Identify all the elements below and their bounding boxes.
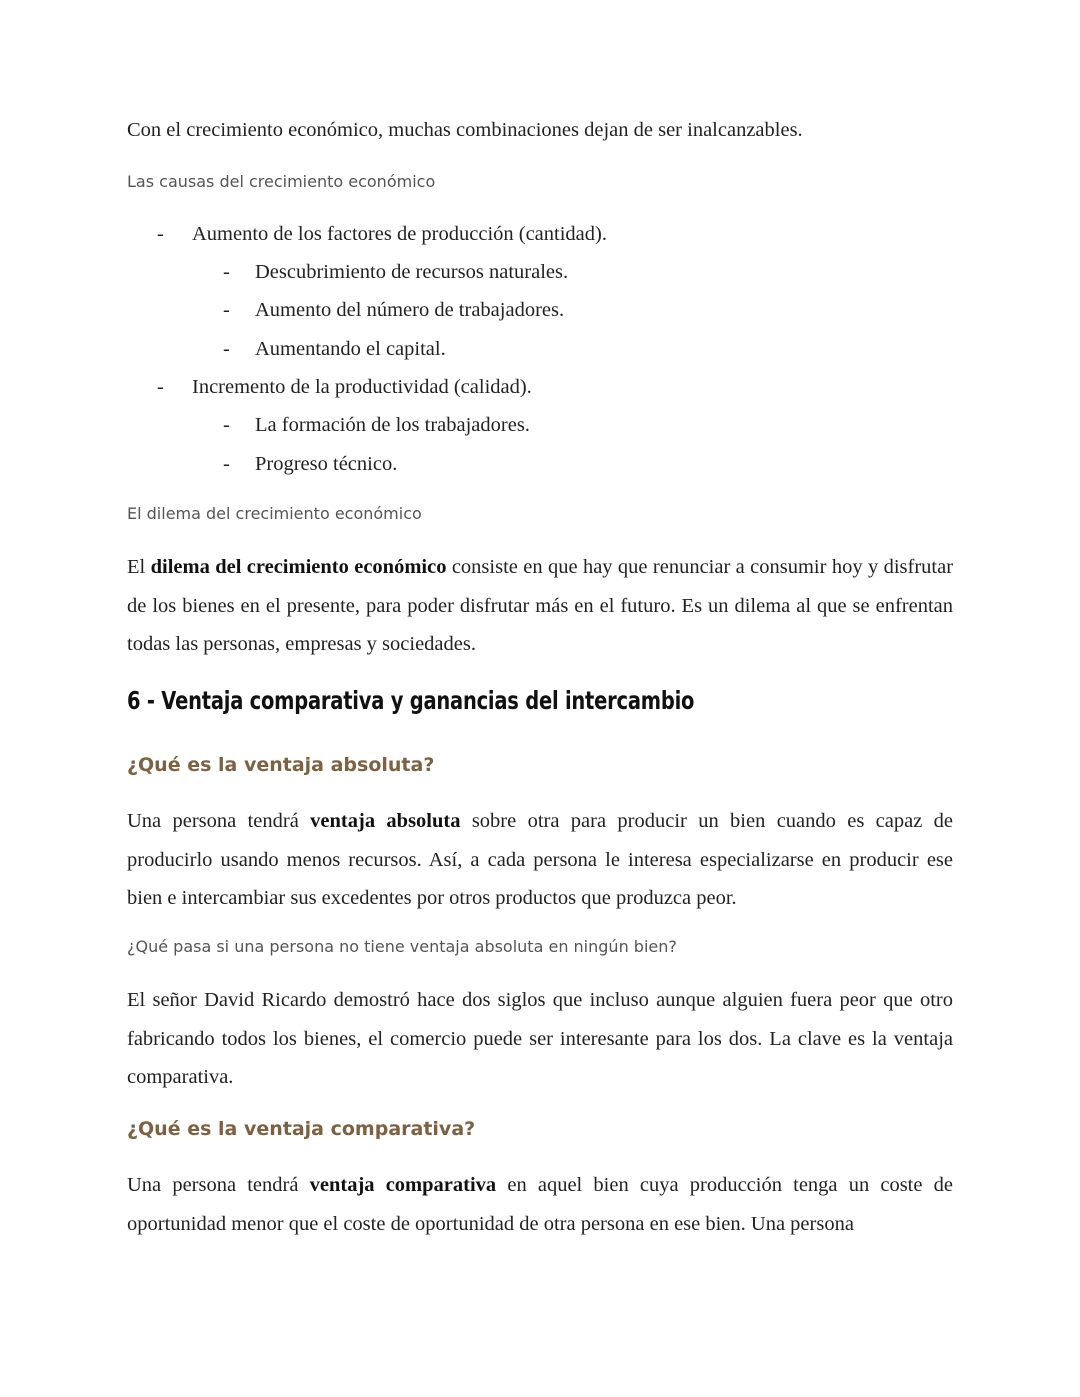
dilemma-heading: El dilema del crecimiento económico (127, 504, 422, 523)
list-item: Aumentando el capital. (255, 338, 446, 360)
list-bullet: - (157, 376, 164, 398)
list-item: Incremento de la productividad (calidad). (192, 376, 532, 398)
absolute-advantage-bold-term: ventaja absoluta (310, 810, 461, 832)
absolute-advantage-heading: ¿Qué es la ventaja absoluta? (127, 754, 435, 776)
list-item: Progreso técnico. (255, 453, 398, 475)
comparative-advantage-bold-term: ventaja comparativa (309, 1174, 497, 1196)
dilemma-paragraph: El dilema del crecimiento económico consiste en que hay que renunciar a consumir hoy y disfrutar de los bienes en el presente, para poder disfrutar más en el futuro. Es un dilema al que se enfrentan todas las personas, empresas y sociedades. (127, 556, 954, 655)
list-bullet: - (157, 223, 164, 245)
comparative-advantage-paragraph: Una persona tendrá ventaja comparativa en aquel bien cuya producción tenga un coste de oportunidad menor que el coste de oportunidad de otra persona en ese bien. Una persona (127, 1174, 953, 1235)
list-item: Aumento del número de trabajadores. (255, 299, 565, 321)
list-bullet: - (223, 299, 230, 321)
causes-heading: Las causas del crecimiento económico (127, 172, 436, 191)
no-absolute-advantage-paragraph: El señor David Ricardo demostró hace dos siglos que incluso aunque alguien fuera peor que otro fabricando todos los bienes, el comercio puede ser interesante para los dos. La clave es la ventaja comparativa. (127, 989, 953, 1088)
dilemma-bold-term: dilema del crecimiento económico (150, 556, 447, 578)
absolute-advantage-paragraph: Una persona tendrá ventaja absoluta sobre otra para producir un bien cuando es capaz de producirlo usando menos recursos. Así, a cada persona le interesa especializarse en producir ese bien e intercambiar sus excedentes por otros productos que produzca peor. (127, 810, 953, 909)
list-item: La formación de los trabajadores. (255, 414, 530, 436)
comparative-advantage-heading: ¿Qué es la ventaja comparativa? (127, 1118, 476, 1140)
list-bullet: - (223, 453, 230, 475)
list-bullet: - (223, 338, 230, 360)
section-6-title: 6 - Ventaja comparativa y ganancias del intercambio (127, 686, 695, 715)
list-bullet: - (223, 414, 230, 436)
no-absolute-advantage-heading: ¿Qué pasa si una persona no tiene ventaja absoluta en ningún bien? (127, 937, 677, 956)
list-bullet: - (223, 261, 230, 283)
list-item: Descubrimiento de recursos naturales. (255, 261, 569, 283)
list-item: Aumento de los factores de producción (cantidad). (192, 223, 607, 245)
intro-line: Con el crecimiento económico, muchas combinaciones dejan de ser inalcanzables. (127, 119, 803, 141)
